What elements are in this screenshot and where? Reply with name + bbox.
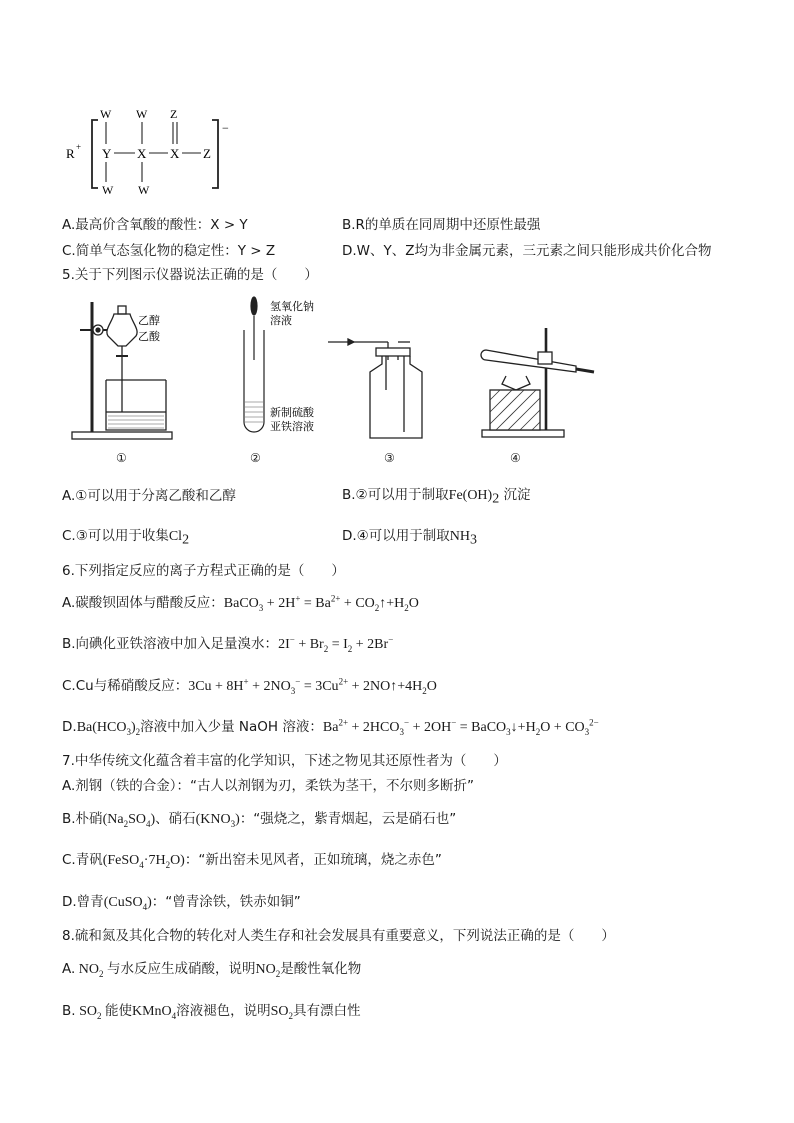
q6-stem: 6.下列指定反应的离子方程式正确的是（ ） [62,563,345,579]
atom-x-1: X [137,146,147,161]
q7-option-b: B.朴硝$(Na_2SO_4)$、硝石$(KNO_3)$：“强烧之，紫青烟起，云是硝石也” [62,811,457,829]
fig-number-2: ② [250,451,261,465]
figure-separatory-funnel [66,294,176,444]
q7-option-a: A.剂钢（铁的合金）：“古人以剂钢为刃，柔铁为茎干，不尔则多断折” [62,778,475,794]
atom-w-bottom-mid: W [138,183,150,197]
q5-option-c: C.③可以用于收集$Cl_2$ [62,528,190,548]
q5-option-d: D.④可以用于制取$NH_3$ [342,528,478,548]
q6-option-a: A.碳酸钡固体与醋酸反应：BaCO$_3$ + $2H^+ = Ba^{2+}$ + $CO_2↑+H_2O$ [62,593,419,613]
anion-charge: − [222,121,229,135]
q7-stem: 7.中华传统文化蕴含着丰富的化学知识，下述之物见其还原性者为（ ） [62,753,507,769]
fig2-label-naoh-1: 氢氧化钠 [270,301,314,313]
fig2-label-naoh-2: 溶液 [270,315,292,327]
fig-number-4: ④ [510,451,521,465]
q5-option-a: A.①可以用于分离乙酸和乙醇 [62,488,236,504]
cation-symbol: R [66,146,75,161]
q6-option-c: C.Cu与稀硝酸反应：$3Cu + 8H^+ + 2NO_3^- = 3Cu^{2+}$ + $2NO↑+4H_2O$ [62,676,437,696]
atom-w-bottom-left: W [102,183,114,197]
q5-stem: 5.关于下列图示仪器说法正确的是（ ） [62,267,318,283]
q8-stem: 8.硫和氮及其化合物的转化对人类生存和社会发展具有重要意义，下列说法正确的是（ ） [62,928,615,944]
atom-z-right: Z [203,146,211,161]
q4-option-b: B.R的单质在同周期中还原性最强 [342,217,541,233]
q7-option-c: C.青矾$(FeSO_4\cdot 7H_2O)$：“新出窑未见风者，正如琉璃，烧之赤色” [62,852,442,870]
fig1-label-acetic-acid: 乙酸 [138,331,160,343]
atom-x-2: X [170,146,180,161]
cation-charge: + [76,142,82,152]
q4-option-a: A.最高价含氧酸的酸性：X > Y [62,217,248,233]
q8-option-b: B. $SO_2$ 能使KMnO$_4$溶液褪色，说明$SO_2$具有漂白性 [62,1003,361,1021]
right-bracket [212,120,218,188]
q7-option-d: D.曾青(CuSO$_4$)：“曾青涂铁，铁赤如铜” [62,894,301,912]
atom-w-top-left: W [100,107,112,121]
q6-option-d: $D.Ba(HCO_3)_2$溶液中加入少量 NaOH 溶液：$Ba^{2+} + 2HCO_3^- + 2OH^-$ = $BaCO_3↓+H_2O + CO_3^{2-}$ [62,717,599,737]
atom-w-top-mid: W [136,107,148,121]
q5-option-b: B.②可以用于制取$Fe(OH)_2$ 沉淀 [342,487,531,507]
structural-formula [62,104,252,204]
fig-number-1: ① [116,451,127,465]
atom-z-top: Z [170,107,178,121]
fig2-label-feso4-2: 亚铁溶液 [270,421,314,433]
q6-option-b: B.向碘化亚铁溶液中加入足量溴水：$2I^- + Br_2 = I_2 + 2Br^-$ [62,634,394,654]
q4-option-c: C.简单气态氢化物的稳定性：Y > Z [62,243,276,259]
atom-y: Y [102,146,112,161]
figure-gas-bottle [326,330,436,442]
figure-heating-apparatus [476,326,616,442]
q4-option-d: D.W、Y、Z均为非金属元素，三元素之间只能形成共价化合物 [342,243,712,259]
fig2-label-feso4-1: 新制硫酸 [270,407,314,419]
q8-option-a: A. $NO_2$ 与水反应生成硝酸，说明$NO_2$是酸性氧化物 [62,961,362,979]
fig-number-3: ③ [384,451,395,465]
fig1-label-ethanol: 乙醇 [138,315,160,327]
left-bracket [92,120,98,188]
